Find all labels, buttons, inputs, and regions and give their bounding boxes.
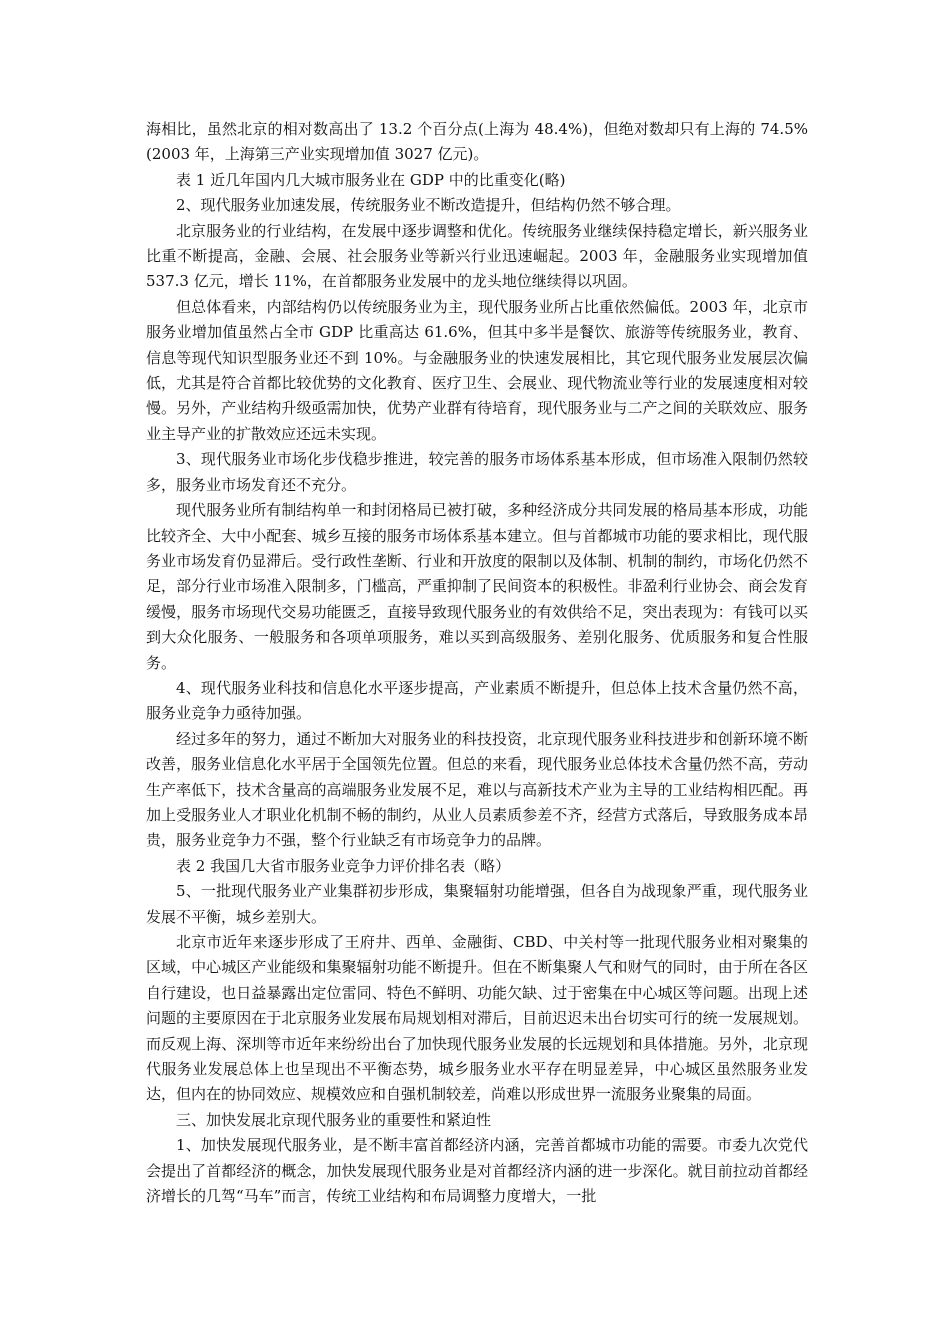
paragraph: 经过多年的努力，通过不断加大对服务业的科技投资，北京现代服务业科技进步和创新环境不断改善，服务业信息化水平居于全国领先位置。但总的来看，现代服务业总体技术含量仍然不高，劳动生产率低下，技术含量高的高端服务业发展不足，难以与高新技术产业为主导的工业结构相匹配。再加上受服务业人才职业化机制不畅的制约，从业人员素质参差不齐，经营方式落后，导致服务成本昂贵，服务业竞争力不强，整个行业缺乏有市场竞争力的品牌。	[146, 729, 808, 850]
table-2-caption: 表 2 我国几大省市服务业竞争力评价排名表（略）	[176, 856, 511, 875]
section-heading-5: 5、一批现代服务业产业集群初步形成，集聚辐射功能增强，但各自为战现象严重，现代服务业发展不平衡，城乡差别大。	[146, 882, 808, 926]
paragraph: 北京服务业的行业结构，在发展中逐步调整和优化。传统服务业继续保持稳定增长，新兴服务业比重不断提高，金融、会展、社会服务业等新兴行业迅速崛起。2003 年，金融服务业实现增加值 537.3 亿元，增长 11%，在首都服务业发展中的龙头地位继续得以巩固。	[146, 221, 808, 291]
document-page	[146, 117, 808, 1209]
paragraph: 但总体看来，内部结构仍以传统服务业为主，现代服务业所占比重依然偏低。2003 年，北京市服务业增加值虽然占全市 GDP 比重高达 61.6%，但其中多半是餐饮、旅游等传统服务业，教育、信息等现代知识型服务业还不到 10%。与金融服务业的快速发展相比，其它现代服务业发展层次偏低，尤其是符合首都比较优势的文化教育、医疗卫生、会展业、现代物流业等行业的发展速度相对较慢。另外，产业结构升级亟需加快，优势产业群有待培育，现代服务业与二产之间的关联效应、服务业主导产业的扩散效应还远未实现。	[146, 297, 808, 443]
section-heading-2: 2、现代服务业加速发展，传统服务业不断改造提升，但结构仍然不够合理。	[176, 196, 681, 215]
paragraph-continuation: 海相比，虽然北京的相对数高出了 13.2 个百分点(上海为 48.4%)，但绝对数却只有上海的 74.5%(2003 年，上海第三产业实现增加值 3027 亿元)。	[146, 120, 808, 164]
chapter-heading-3: 三、加快发展北京现代服务业的重要性和紧迫性	[176, 1110, 492, 1129]
section-heading-3: 3、现代服务业市场化步伐稳步推进，较完善的服务市场体系基本形成，但市场准入限制仍然较多，服务业市场发育还不充分。	[146, 450, 808, 494]
section-heading-4: 4、现代服务业科技和信息化水平逐步提高，产业素质不断提升，但总体上技术含量仍然不高，服务业竞争力亟待加强。	[146, 678, 808, 723]
paragraph: 现代服务业所有制结构单一和封闭格局已被打破，多种经济成分共同发展的格局基本形成，功能比较齐全、大中小配套、城乡互接的服务市场体系基本建立。但与首都城市功能的要求相比，现代服务业市场发育仍显滞后。受行政性垄断、行业和开放度的限制以及体制、机制的制约，市场化仍然不足，部分行业市场准入限制多，门槛高，严重抑制了民间资本的积极性。非盈利行业协会、商会发育缓慢，服务市场现代交易功能匮乏，直接导致现代服务业的有效供给不足，突出表现为：有钱可以买到大众化服务、一般服务和各项单项服务，难以买到高级服务、差别化服务、优质服务和复合性服务。	[146, 501, 808, 672]
table-1-caption: 表 1 近几年国内几大城市服务业在 GDP 中的比重变化(略)	[176, 170, 566, 189]
paragraph: 1、加快发展现代服务业，是不断丰富首都经济内涵，完善首都城市功能的需要。市委九次党代会提出了首都经济的概念，加快发展现代服务业是对首都经济内涵的进一步深化。就目前拉动首都经济增长的几驾“马车”而言，传统工业结构和布局调整力度增大，一批	[146, 1136, 808, 1206]
paragraph: 北京市近年来逐步形成了王府井、西单、金融街、CBD、中关村等一批现代服务业相对聚集的区域，中心城区产业能级和集聚辐射功能不断提升。但在不断集聚人气和财气的同时，由于所在各区自行建设，也日益暴露出定位雷同、特色不鲜明、功能欠缺、过于密集在中心城区等问题。出现上述问题的主要原因在于北京服务业发展布局规划相对滞后，目前迟迟未出台切实可行的统一发展规划。而反观上海、深圳等市近年来纷纷出台了加快现代服务业发展的长远规划和具体措施。另外，北京现代服务业发展总体上也呈现出不平衡态势，城乡服务业水平存在明显差异，中心城区虽然服务业发达，但内在的协同效应、规模效应和自强机制较差，尚难以形成世界一流服务业聚集的局面。	[146, 933, 808, 1104]
